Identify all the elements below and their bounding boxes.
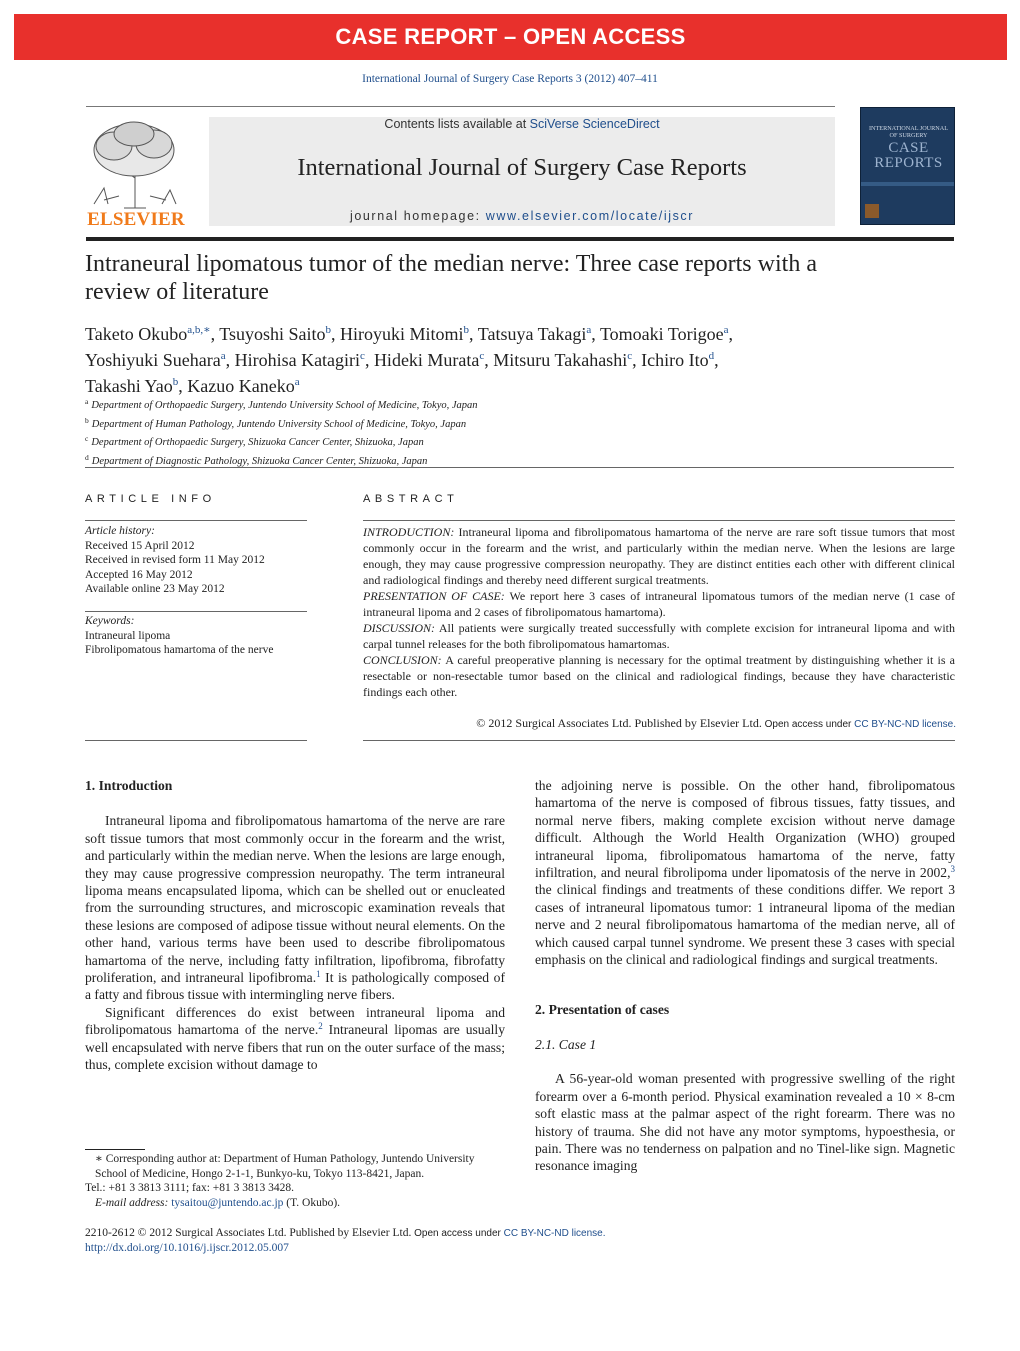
- author-separator: ,: [714, 350, 719, 370]
- reference-link[interactable]: 3: [950, 864, 955, 875]
- affiliations: [85, 395, 785, 469]
- article-info-rule: [85, 520, 307, 521]
- header-bottom-rule: [86, 237, 954, 241]
- reference-link[interactable]: 1: [316, 969, 321, 980]
- open-access-banner: CASE REPORT – OPEN ACCESS: [14, 14, 1007, 60]
- abstract-conclusion: CONCLUSION: A careful preoperative planning is necessary for the optimal treatment by distinguishing whether it is a resectable or non-resectable tumor based on the clinical and radiological findings, because they have characteristic findings each other.: [363, 653, 955, 699]
- header-top-rule: [86, 106, 835, 107]
- author-separator: ,: [210, 324, 220, 344]
- author-name[interactable]: Hideki Murata: [373, 350, 480, 370]
- page-footer: 2210-2612 © 2012 Surgical Associates Ltd. Published by Elsevier Ltd. Open access under CC BY-NC-ND license. http://dx.doi.org/10.1016/j.ijscr.2012.05.007: [85, 1226, 785, 1256]
- cover-big-title: CASE REPORTS: [874, 140, 943, 171]
- homepage-link[interactable]: www.elsevier.com/locate/ijscr: [485, 209, 695, 223]
- body-right-column: [535, 777, 955, 1175]
- author-name[interactable]: Mitsuru Takahashi: [493, 350, 628, 370]
- article-history: Article history: Received 15 April 2012 Received in revised form 11 May 2012 Accepted 16 May 2012 Available online 23 May 2012: [85, 525, 265, 595]
- paragraph: the adjoining nerve is possible. On the other hand, fibrolipomatous hamartoma of the nerve is composed of fibrous tissues, fatty tissues, and normal nerve fibers, making complete excision without nerve damage difficult. Although the World Health Organization (WHO) grouped intraneural lipoma, fibrolipomatous hamartoma of the nerve, fatty infiltration, and neural fibrolipoma under lipomatosis of the nerve in 2002,$^3$ the clinical findings and treatments of these conditions differ. We report 3 cases of intraneural lipomatous tumor: 1 intraneural lipoma of the median nerve and 2 neural fibrolipomatous hamartoma of the median nerve, all of which caused carpal tunnel syndrome. We present these 3 cases with special emphasis on the clinical and radiological findings and surgical treatments.: [535, 778, 955, 968]
- introduction-heading: 1. Introduction: [85, 778, 173, 793]
- affiliation-d: $^d$ Department of Diagnostic Pathology, Shizuoka Cancer Center, Shizuoka, Japan: [85, 452, 428, 467]
- journal-name: International Journal of Surgery Case Reports: [297, 154, 747, 181]
- abstract-presentation: PRESENTATION OF CASE: We report here 3 cases of intraneural lipomatous tumors of the median nerve (1 case of intraneural lipoma and 2 cases of fibrolipomatous hamartoma).: [363, 589, 955, 619]
- cover-emblem-icon: [865, 204, 879, 218]
- author-separator: ,: [331, 324, 341, 344]
- author-separator: ,: [364, 350, 374, 370]
- case1-heading: 2.1. Case 1: [535, 1036, 597, 1052]
- abstract-heading: ABSTRACT: [363, 493, 459, 505]
- journal-citation[interactable]: International Journal of Surgery Case Reports 3 (2012) 407–411: [362, 73, 658, 85]
- author-separator: ,: [632, 350, 642, 370]
- author-separator: ,: [225, 350, 235, 370]
- author-name[interactable]: Kazuo Kaneko: [187, 376, 295, 396]
- author-line: [85, 371, 955, 397]
- author-line: [85, 345, 955, 371]
- author-separator: ,: [728, 324, 733, 344]
- author-name[interactable]: Tsuyoshi Saito: [219, 324, 326, 344]
- doi-link[interactable]: http://dx.doi.org/10.1016/j.ijscr.2012.05.007: [85, 1242, 289, 1254]
- affiliation-marker[interactable]: d: [708, 350, 715, 362]
- author-separator: ,: [591, 324, 600, 344]
- affiliation-marker[interactable]: a: [220, 350, 226, 362]
- author-name[interactable]: Hiroyuki Mitomi: [340, 324, 464, 344]
- journal-cover-thumbnail[interactable]: [860, 107, 955, 225]
- body-left-column: [85, 777, 505, 1074]
- article-info-heading: ARTICLE INFO: [85, 493, 216, 505]
- abstract-end-rule: [363, 740, 955, 741]
- presentation-heading: 2. Presentation of cases: [535, 1002, 670, 1018]
- abstract-text: [363, 524, 955, 700]
- affiliation-marker[interactable]: c: [627, 350, 633, 362]
- author-separator: ,: [178, 376, 188, 396]
- author-separator: ,: [469, 324, 478, 344]
- footnote-rule: [85, 1149, 145, 1150]
- license-link[interactable]: CC BY-NC-ND license.: [854, 719, 956, 730]
- affiliation-c: $^c$ Department of Orthopaedic Surgery, Shizuoka Cancer Center, Shizuoka, Japan: [85, 434, 424, 448]
- article-info-end-rule: [85, 740, 307, 741]
- sciencedirect-link[interactable]: SciVerse ScienceDirect: [529, 117, 660, 131]
- affiliation-marker[interactable]: a,b,∗: [187, 324, 211, 336]
- cover-strip: [861, 182, 955, 186]
- paragraph: A 56-year-old woman presented with progressive swelling of the right forearm over a 6-month period. Physical examination revealed a 10 × 8-cm soft elastic mass at the palmar aspect of the right forearm. There was no history of trauma. She did not have any motor symptoms, hypoesthesia, or pain. There was no tenderness on palpation and no Tinel-like sign. Magnetic resonance imaging: [535, 1071, 955, 1174]
- email-link[interactable]: tysaitou@juntendo.ac.jp: [171, 1196, 284, 1209]
- footer-license-link[interactable]: CC BY-NC-ND license.: [503, 1228, 606, 1239]
- affiliation-marker[interactable]: b: [325, 324, 332, 336]
- author-separator: ,: [484, 350, 494, 370]
- author-name[interactable]: Takashi Yao: [85, 376, 173, 396]
- affiliation-marker[interactable]: a: [586, 324, 592, 336]
- affiliation-divider: [85, 467, 954, 468]
- reference-link[interactable]: 2: [318, 1021, 323, 1032]
- affiliation-marker[interactable]: b: [172, 376, 179, 388]
- article-title: Intraneural lipomatous tumor of the median nerve: Three case reports with a review of literature: [85, 251, 817, 305]
- author-name[interactable]: Tatsuya Takagi: [477, 324, 587, 344]
- contents-availability: Contents lists available at SciVerse ScienceDirect: [384, 117, 660, 131]
- abstract-copyright: © 2012 Surgical Associates Ltd. Published by Elsevier Ltd. Open access under CC BY-NC-ND license.: [476, 716, 956, 730]
- affiliation-marker[interactable]: c: [360, 350, 365, 362]
- elsevier-wordmark: ELSEVIER: [87, 209, 185, 230]
- author-list: [85, 319, 955, 397]
- affiliation-marker[interactable]: c: [479, 350, 485, 362]
- corresponding-author-footnote: ∗ Corresponding author at: Department of Human Pathology, Juntendo University School of Medicine, Hongo 2-1-1, Bunkyo-ku, Tokyo 113-8421, Japan. Tel.: +81 3 3813 3111; fax: +81 3 3813 3428. E-mail address: tysaitou@juntendo.ac.jp (T. Okubo).: [85, 1153, 475, 1209]
- author-line: [85, 319, 955, 345]
- paragraph: Significant differences do exist between intraneural lipoma and fibrolipomatous hamartoma of the nerve.$^2$ Intraneural lipomas are usually well encapsulated with nerve fibers that run on the outer surface of the mass; thus, complete excision without damage to: [85, 1004, 505, 1073]
- affiliation-a: $^a$ Department of Orthopaedic Surgery, Juntendo University School of Medicine, Tokyo, Japan: [85, 397, 478, 411]
- author-name[interactable]: Yoshiyuki Suehara: [85, 350, 221, 370]
- keywords: Keywords: Intraneural lipoma Fibrolipomatous hamartoma of the nerve: [85, 615, 274, 656]
- journal-homepage: journal homepage: www.elsevier.com/locate/ijscr: [349, 209, 695, 223]
- affiliation-marker[interactable]: a: [723, 324, 729, 336]
- affiliation-marker[interactable]: a: [294, 376, 300, 388]
- affiliation-b: $^b$ Department of Human Pathology, Juntendo University School of Medicine, Tokyo, Japan: [85, 415, 467, 430]
- author-name[interactable]: Tomoaki Torigoe: [599, 324, 724, 344]
- affiliation-marker[interactable]: b: [463, 324, 470, 336]
- author-name[interactable]: Ichiro Ito: [641, 350, 709, 370]
- paragraph: Intraneural lipoma and fibrolipomatous hamartoma of the nerve are rare soft tissue tumors that most commonly occur in the forearm and the wrist, and particularly within the median nerve. When the lesions are large enough, they may cause progressive compression neuropathy. The term intraneural lipoma means encapsulated lipoma, which can be shelled out or enucleated from the surrounding structures, and microscopic examination reveals that these lesions are composed of adipose tissue without neural elements. On the other hand, various terms have been used to describe fibrolipomatous hamartoma of the nerve, including fatty infiltration, lipofibroma, fibrofatty proliferation, and intraneural lipofibroma.$^1$ It is pathologically composed of a fatty and fibrous tissue with intermingling nerve fibers.: [85, 813, 505, 1003]
- abstract-rule: [363, 520, 955, 521]
- abstract-introduction: INTRODUCTION: Intraneural lipoma and fibrolipomatous hamartoma of the nerve are rare soft tissue tumors that most commonly occur in the forearm and the wrist, and particularly within the median nerve. When the lesions are large enough, they may cause progressive compression neuropathy. They are distinct entities each other with different clinical and radiological findings and thereby need different surgical treatments.: [363, 525, 955, 587]
- author-name[interactable]: Hirohisa Katagiri: [234, 350, 361, 370]
- cover-journal-title: INTERNATIONAL JOURNAL OF SURGERY: [869, 125, 948, 139]
- keywords-rule: [85, 611, 307, 612]
- author-name[interactable]: Taketo Okubo: [85, 324, 188, 344]
- abstract-discussion: DISCUSSION: All patients were surgically treated successfully with complete excision for intraneural lipoma and with carpal tunnel releases for the both fibrolipomatous hamartomas.: [363, 621, 955, 651]
